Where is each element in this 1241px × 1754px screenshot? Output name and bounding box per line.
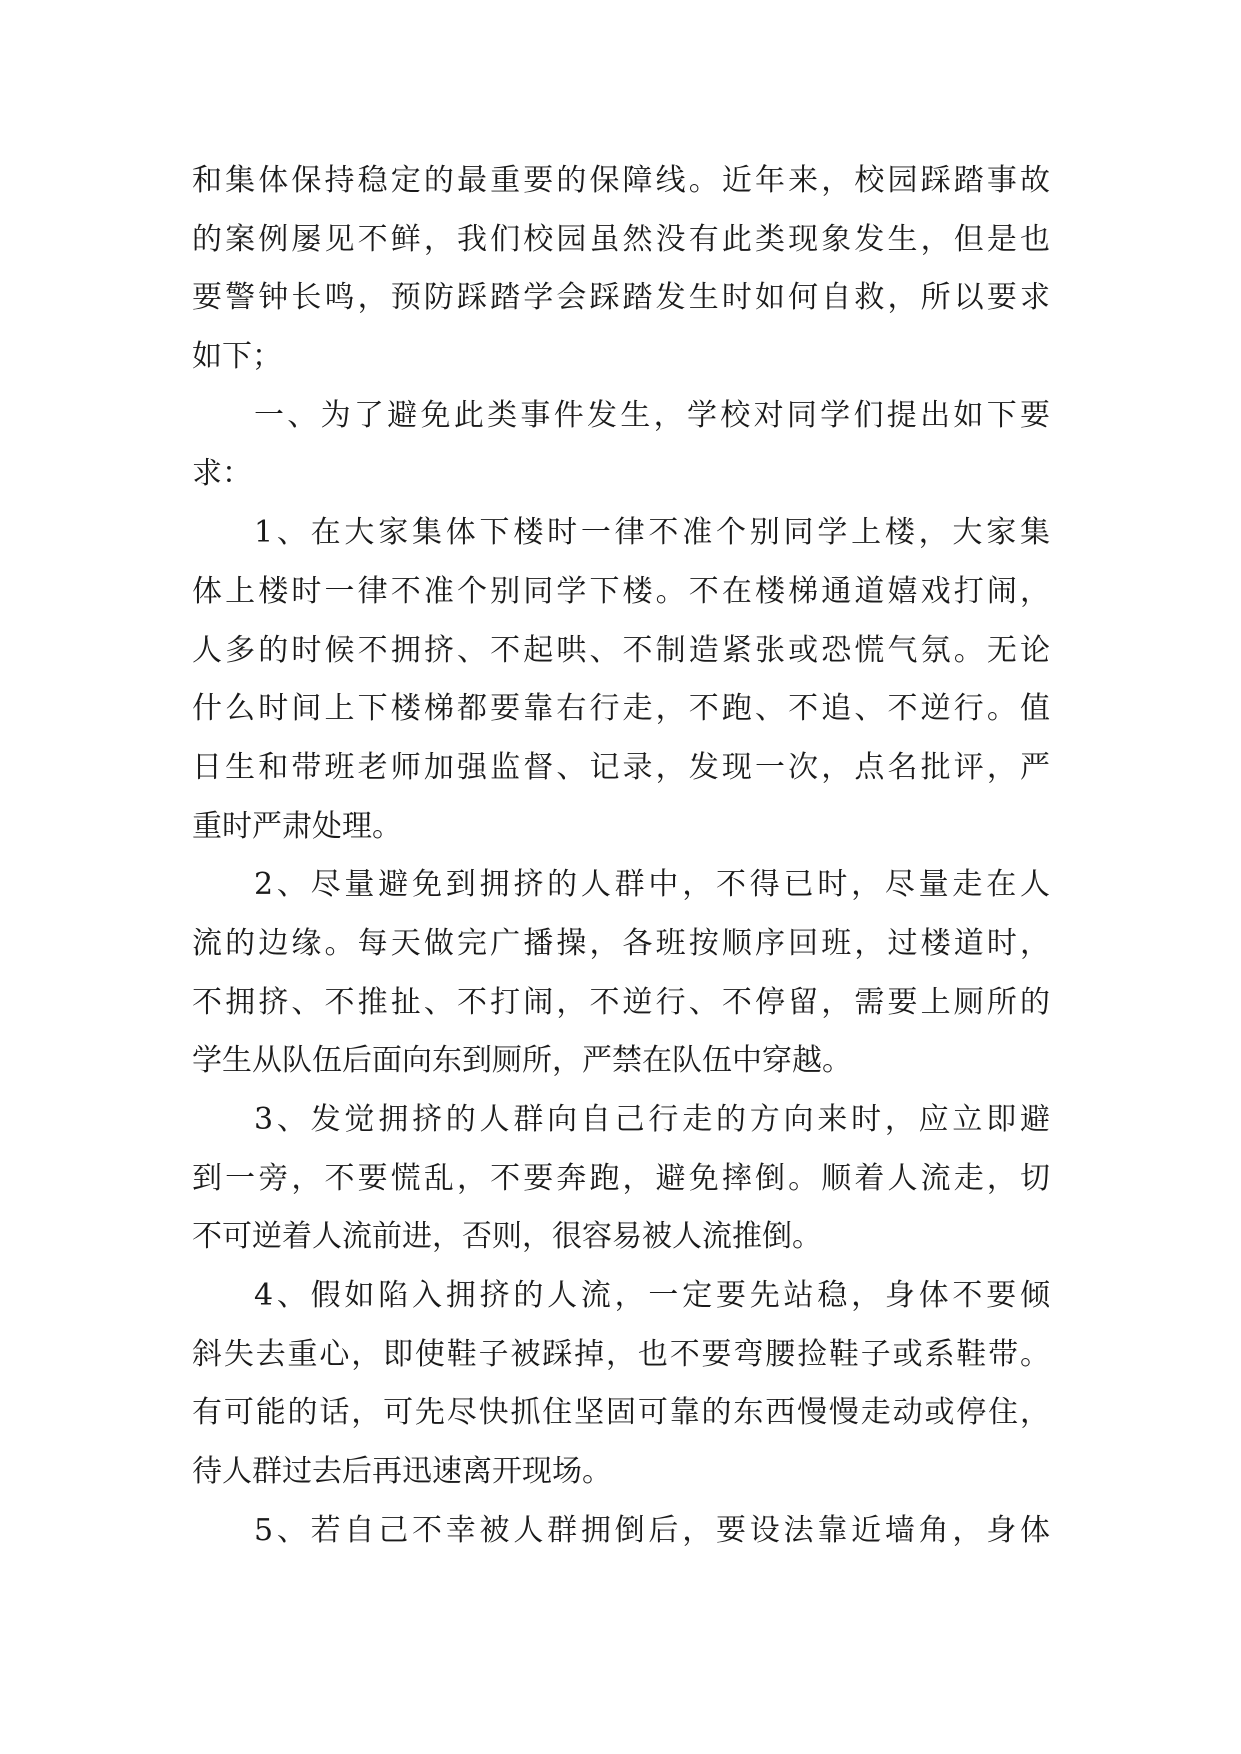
list-item-3-line: 3、发觉拥挤的人群向自己行走的方向来时，应立即避 (254, 1102, 1050, 1137)
text-line: 斜失去重心，即使鞋子被踩掉，也不要弯腰捡鞋子或系鞋带。 (192, 1336, 1050, 1372)
text-line: 什么时间上下楼梯都要靠右行走，不跑、不追、不逆行。值 (192, 691, 1050, 727)
document-body (192, 152, 1050, 1561)
text-line: 到一旁，不要慌乱，不要奔跑，避免摔倒。顺着人流走，切 (192, 1160, 1050, 1196)
text-line: 求： (192, 456, 252, 492)
text-line: 如下； (192, 339, 282, 375)
text-line: 流的边缘。每天做完广播操，各班按顺序回班，过楼道时， (192, 925, 1050, 961)
text-line: 待人群过去后再迅速离开现场。 (192, 1454, 612, 1490)
list-item-5-line: 5、若自己不幸被人群拥倒后，要设法靠近墙角，身体 (254, 1512, 1050, 1548)
list-item-2-line: 2、尽量避免到拥挤的人群中，不得已时，尽量走在人 (254, 867, 1050, 903)
text-line: 不可逆着人流前进，否则，很容易被人流推倒。 (192, 1219, 822, 1255)
text-line: 和集体保持稳定的最重要的保障线。近年来，校园踩踏事故 (192, 163, 1050, 198)
list-item-1-line: 1、在大家集体下楼时一律不准个别同学上楼，大家集 (254, 515, 1050, 551)
text-line: 学生从队伍后面向东到厕所，严禁在队伍中穿越。 (192, 1043, 852, 1079)
section-heading-line: 一、为了避免此类事件发生，学校对同学们提出如下要 (254, 397, 1050, 433)
text-line: 要警钟长鸣，预防踩踏学会踩踏发生时如何自救，所以要求 (192, 280, 1050, 316)
text-line: 不拥挤、不推扯、不打闹，不逆行、不停留，需要上厕所的 (192, 984, 1050, 1020)
list-item-4-line: 4、假如陷入拥挤的人流，一定要先站稳，身体不要倾 (254, 1278, 1050, 1314)
text-line: 日生和带班老师加强监督、记录，发现一次，点名批评，严 (192, 749, 1050, 785)
text-line: 的案例屡见不鲜，我们校园虽然没有此类现象发生，但是也 (192, 221, 1050, 257)
text-line: 体上楼时一律不准个别同学下楼。不在楼梯通道嬉戏打闹， (192, 573, 1050, 609)
text-line: 人多的时候不拥挤、不起哄、不制造紧张或恐慌气氛。无论 (192, 632, 1050, 668)
text-line: 重时严肃处理。 (192, 808, 402, 844)
text-line: 有可能的话，可先尽快抓住坚固可靠的东西慢慢走动或停住， (192, 1395, 1050, 1431)
